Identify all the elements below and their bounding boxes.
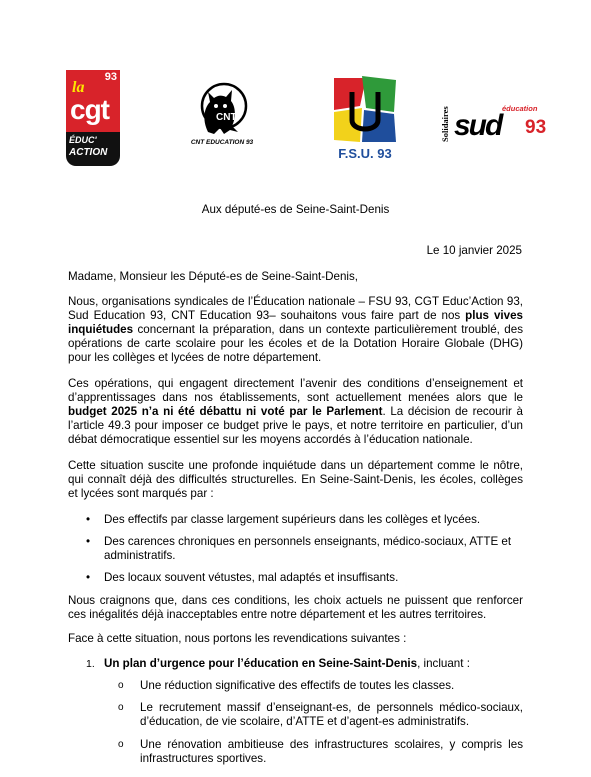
sub-bullet-marker: o [118,680,124,691]
addressee-line: Aux député-es de Seine-Saint-Denis [201,203,390,216]
sud-logo-education: éducation [502,104,538,113]
paragraph-text: . La décision de recourir à l’article 49.3 pour imposer ce budget prive le pays, et notre territoire en particulier, d’un débat démocratique essentiel sur les moyens accordés à l’éducation nationale. [68,405,523,446]
sud-logo-text: sud [454,109,502,142]
demand-text [104,657,523,671]
list-item-text: Des locaux souvent vétustes, mal adaptés et insuffisants. [104,571,399,584]
bullet-marker: • [86,513,91,526]
emphasis-text: plus vives inquiétudes [68,309,523,336]
paragraph-demands-intro: Face à cette situation, nous portons les revendications suivantes : [68,632,407,645]
date-line: Le 10 janvier 2025 [426,244,522,257]
demand-rest: , incluant : [417,657,470,670]
paragraph-text: Nous, organisations syndicales de l’Éducation nationale – FSU 93, CGT Educ’Action 93, Sud Education 93, CNT Education 93– souhaitons vous faire part de nos [68,295,523,322]
sub-list-item-text: Une rénovation ambitieuse des infrastructures scolaires, y compris les infrastructures sportives. [140,738,523,765]
list-item-text: Des effectifs par classe largement supérieurs dans les collèges et lycées. [104,513,481,526]
fsu-logo [330,76,400,166]
list-item-text: Des carences chroniques en personnels enseignants, médico-sociaux, ATTE et administratifs. [104,535,512,562]
cgt-logo-number: 93 [104,71,117,83]
paragraph-situation: Cette situation suscite une profonde inquiétude dans un département comme le nôtre, qui connaît déjà des difficultés structurelles. En Seine-Saint-Denis, les écoles, collèges et lycées sont marqués par : [68,459,523,500]
sud-logo [438,102,558,148]
cgt-logo [66,70,120,166]
cnt-logo [190,80,254,150]
sub-list-item-text: Le recrutement massif d’enseignant-es, de personnels médico-sociaux, d’éducation, de vie scolaire, d’ATTE et d’agent-es administratifs. [140,701,523,728]
paragraph-budget [68,377,523,447]
paragraph-fears: Nous craignons que, dans ces conditions, les choix actuels ne puissent que renforcer ces inégalités déjà inacceptables entre notre département et les autres territoires. [68,594,523,621]
bullet-marker: • [86,571,91,584]
paragraph-text: Ces opérations, qui engagent directement l’avenir des conditions d’enseignement et d’apprentissages dans nos établissements, sont actuellement menées alors que le [68,377,523,404]
fsu-u-icon [332,76,398,144]
logo-row [0,0,591,170]
cgt-logo-action: ACTION [69,147,108,158]
cgt-logo-educ: ÉDUC' [69,135,97,145]
sub-list-item-text: Une réduction significative des effectifs de toutes les classes. [140,679,455,692]
paragraph-concerns [68,295,523,365]
sub-bullet-marker: o [118,702,124,713]
sub-bullet-marker: o [118,739,124,750]
sud-logo-number: 93 [525,117,547,138]
demand-number: 1. [86,658,95,670]
cnt-black-cat-icon [194,80,250,138]
emphasis-text: budget 2025 n’a ni été débattu ni voté par le Parlement [68,405,383,418]
cnt-logo-letters: CNT [216,112,237,123]
bullet-marker: • [86,535,91,548]
sud-logo-solidaires: Solidaires [440,106,450,142]
fsu-logo-caption: F.S.U. 93 [338,146,392,161]
cgt-logo-la: la [72,79,85,96]
cnt-logo-caption: CNT EDUCATION 93 [190,139,254,146]
cgt-logo-black-block [66,132,120,166]
cgt-logo-text: cgt [70,94,109,125]
salutation: Madame, Monsieur les Député-es de Seine-Saint-Denis, [68,270,358,283]
demand-title: Un plan d’urgence pour l’éducation en Seine-Saint-Denis [104,657,418,670]
paragraph-text: concernant la préparation, dans un contexte particulièrement troublé, des opérations de carte scolaire pour les écoles et de la Dotation Horaire Globale (DHG) pour les collèges et lycées de notre département. [68,323,523,364]
